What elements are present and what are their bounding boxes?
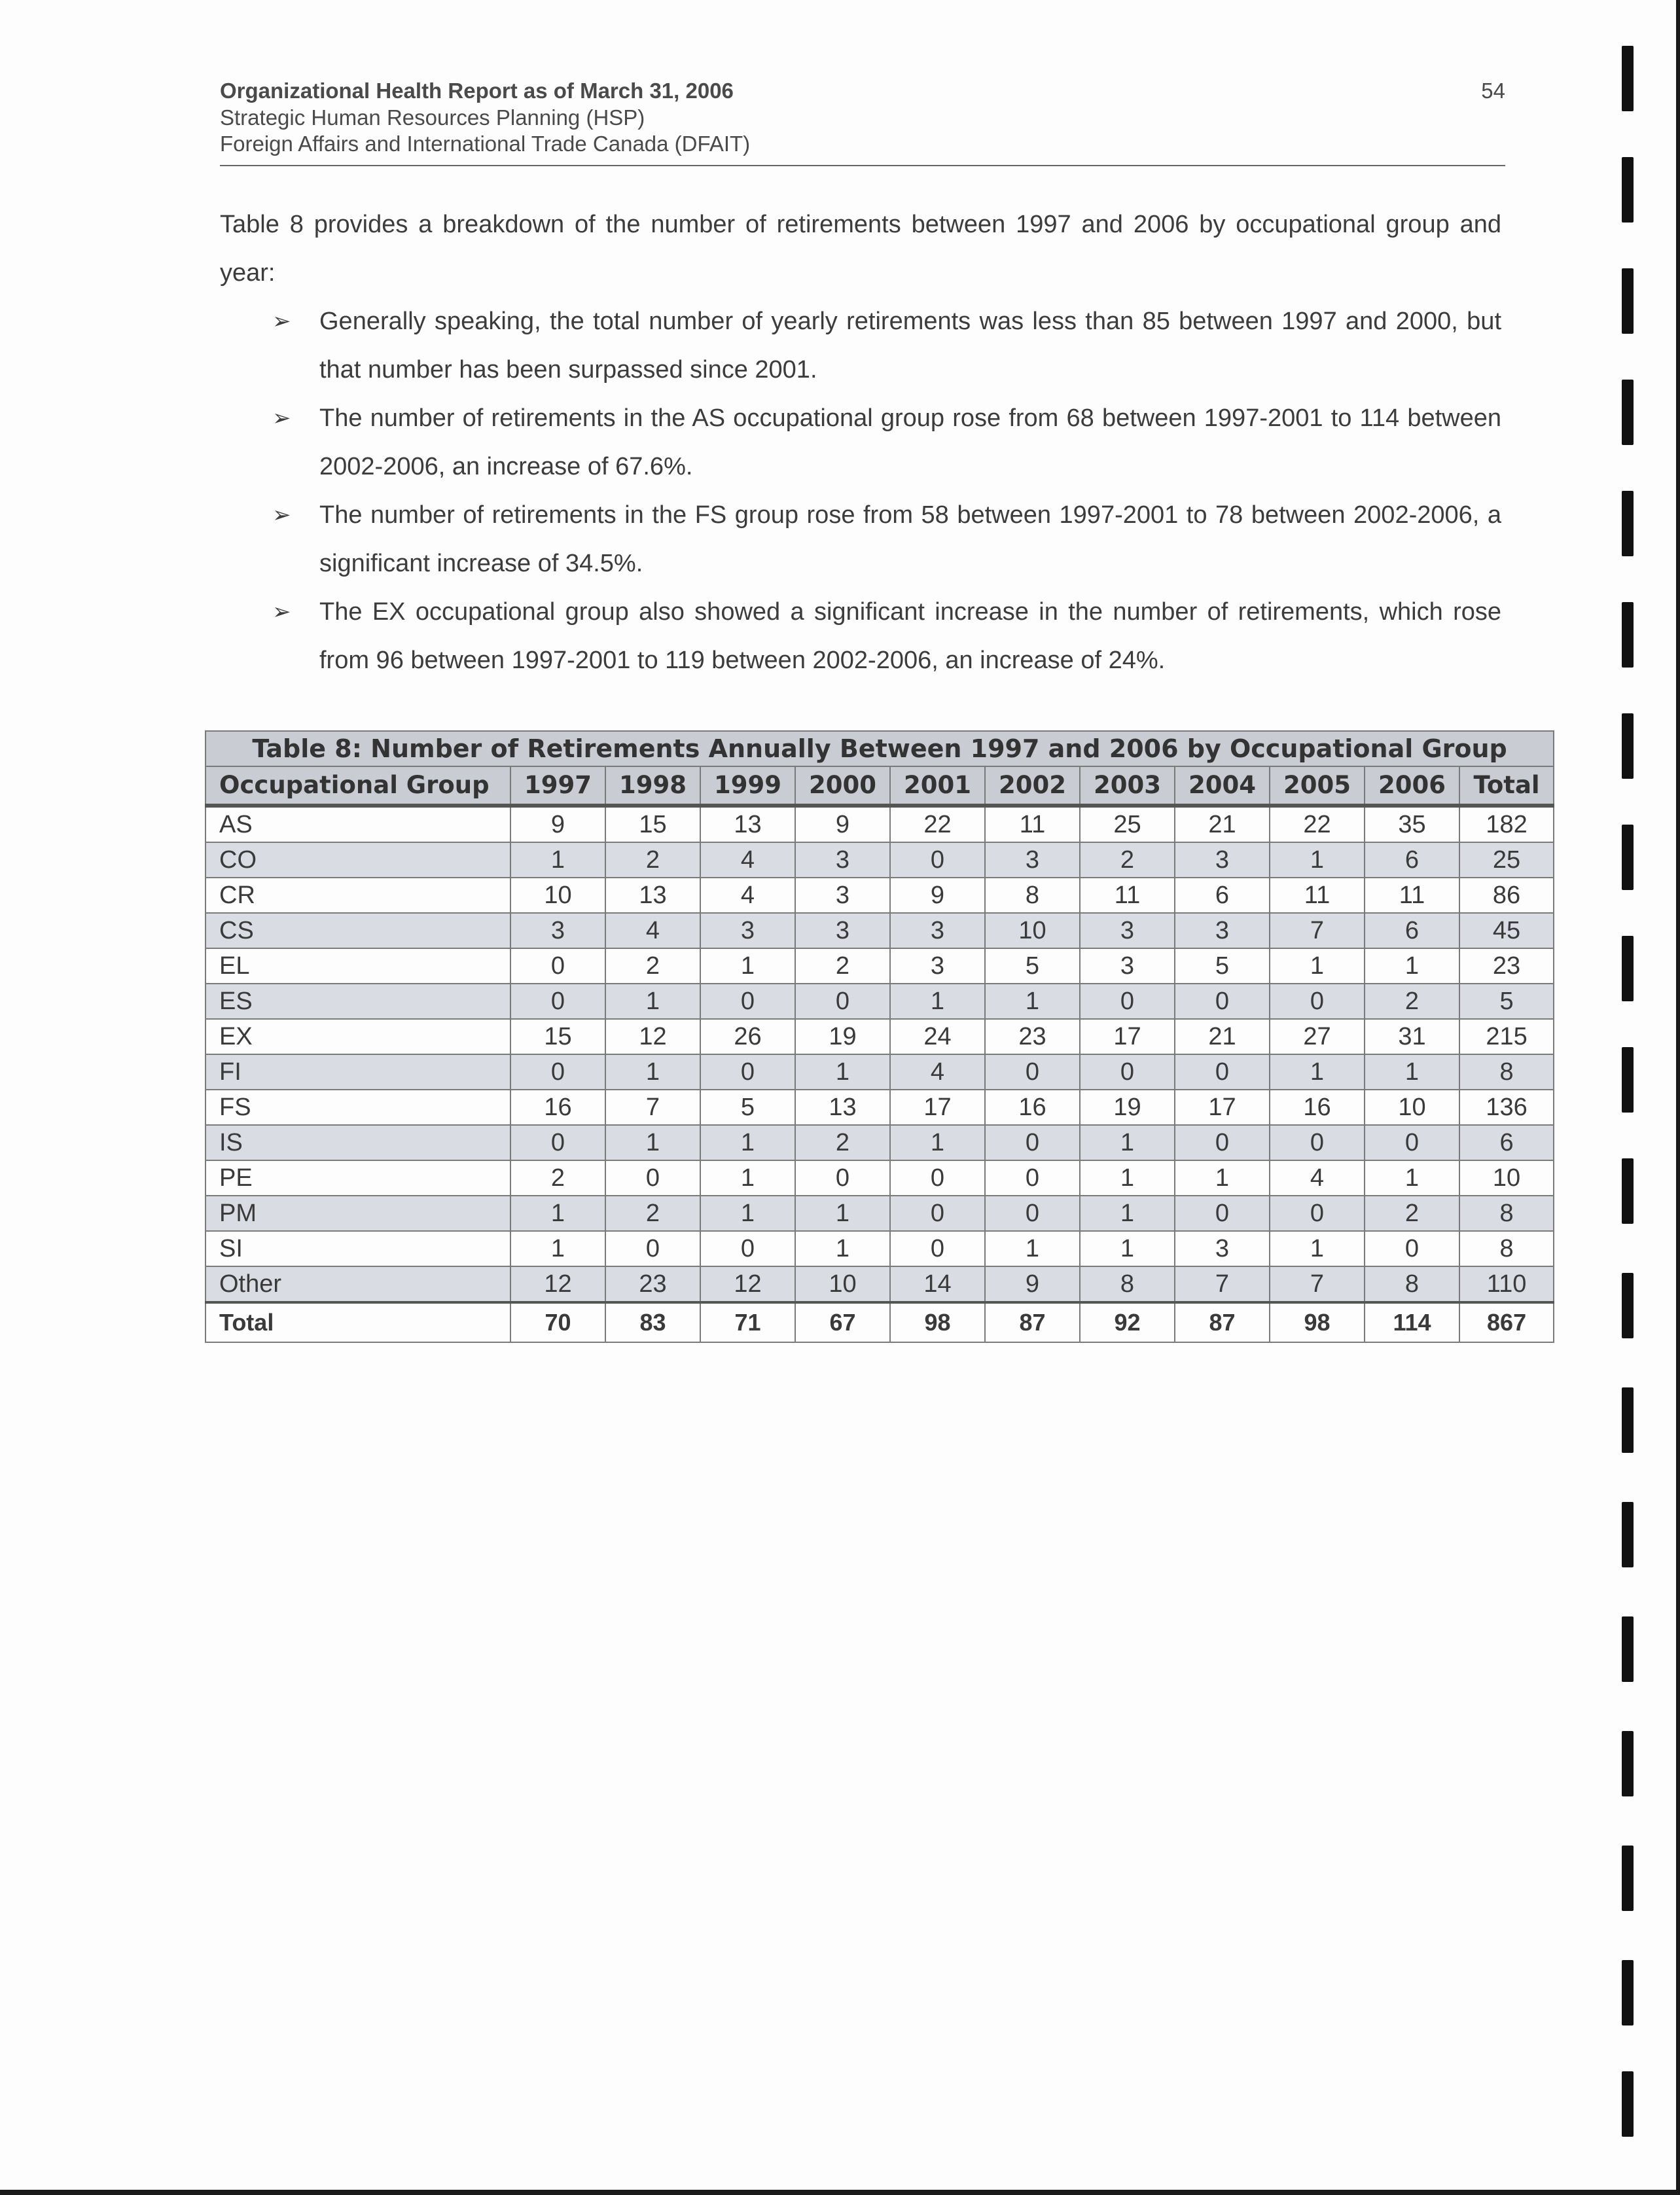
table-cell: 136: [1459, 1090, 1554, 1125]
table-cell: 6: [1365, 842, 1459, 878]
table-cell: 15: [510, 1019, 605, 1054]
binding-mark: [1622, 1158, 1634, 1224]
table-cell: 1: [510, 1196, 605, 1231]
table-cell: 0: [1175, 1196, 1270, 1231]
table-cell: 1: [890, 984, 985, 1019]
table-cell: 1: [1175, 1160, 1270, 1196]
table-header-row: [206, 766, 1554, 806]
row-label: IS: [206, 1125, 510, 1160]
table-cell: 8: [1459, 1196, 1554, 1231]
table-cell: 16: [510, 1090, 605, 1125]
table-cell: 1: [700, 948, 795, 984]
table-cell: 0: [1270, 1196, 1365, 1231]
table-cell: 0: [510, 1054, 605, 1090]
row-label: Other: [206, 1266, 510, 1302]
table-cell: 0: [700, 1054, 795, 1090]
row-label: CO: [206, 842, 510, 878]
column-header: 2004: [1175, 766, 1270, 806]
table-cell: 0: [510, 948, 605, 984]
table-cell: 10: [985, 913, 1080, 948]
arrow-bullet-icon: ➢: [272, 406, 291, 431]
binding-mark: [1622, 1502, 1634, 1567]
table-cell: 10: [1459, 1160, 1554, 1196]
column-header: 1997: [510, 766, 605, 806]
table-cell: 86: [1459, 878, 1554, 913]
binding-mark: [1622, 1047, 1634, 1113]
table-cell: 1: [1270, 1231, 1365, 1266]
table-cell: 0: [1175, 1054, 1270, 1090]
table-cell: 17: [1175, 1090, 1270, 1125]
total-cell: 98: [1270, 1302, 1365, 1342]
table-cell: 2: [795, 948, 890, 984]
table-cell: 2: [1080, 842, 1175, 878]
table-cell: 1: [795, 1231, 890, 1266]
page-number: 54: [1481, 79, 1505, 103]
table-cell: 0: [510, 1125, 605, 1160]
table-cell: 45: [1459, 913, 1554, 948]
table-cell: 4: [1270, 1160, 1365, 1196]
row-label: AS: [206, 806, 510, 842]
table-cell: 0: [1365, 1231, 1459, 1266]
table-cell: 4: [700, 842, 795, 878]
table-row: [206, 878, 1554, 913]
binding-mark: [1622, 46, 1634, 111]
binding-mark: [1622, 936, 1634, 1001]
table-cell: 0: [1175, 1125, 1270, 1160]
table-cell: 15: [605, 806, 700, 842]
column-header: 1998: [605, 766, 700, 806]
table-cell: 25: [1080, 806, 1175, 842]
table-row: [206, 913, 1554, 948]
table-cell: 2: [605, 1196, 700, 1231]
binding-mark: [1622, 157, 1634, 223]
bullet-text: Generally speaking, the total number of yearly retirements was less than 85 between 1997 and 2000, but that number has been surpassed since 2001.: [319, 308, 1501, 384]
table-cell: 9: [985, 1266, 1080, 1302]
table-cell: 3: [795, 842, 890, 878]
table-cell: 12: [510, 1266, 605, 1302]
table-cell: 7: [605, 1090, 700, 1125]
table-cell: 1: [1365, 948, 1459, 984]
table-cell: 8: [1080, 1266, 1175, 1302]
table-cell: 5: [1175, 948, 1270, 984]
table-cell: 11: [1270, 878, 1365, 913]
table-cell: 7: [1175, 1266, 1270, 1302]
table-cell: 23: [1459, 948, 1554, 984]
total-cell: 71: [700, 1302, 795, 1342]
table-cell: 1: [1080, 1196, 1175, 1231]
table-cell: 0: [1080, 1054, 1175, 1090]
table-cell: 11: [1080, 878, 1175, 913]
table-cell: 17: [890, 1090, 985, 1125]
total-row: [206, 1302, 1554, 1342]
table-cell: 9: [890, 878, 985, 913]
table-cell: 11: [985, 806, 1080, 842]
table-cell: 23: [605, 1266, 700, 1302]
table-cell: 0: [605, 1160, 700, 1196]
bullet-text: The number of retirements in the AS occupational group rose from 68 between 1997-2001 to 114 between 2002-2006, an increase of 67.6%.: [319, 404, 1501, 480]
binding-mark: [1622, 713, 1634, 779]
table-body: [206, 806, 1554, 1342]
table-cell: 1: [510, 842, 605, 878]
row-label: EL: [206, 948, 510, 984]
binding-mark: [1622, 491, 1634, 556]
column-header: 2002: [985, 766, 1080, 806]
table-cell: 4: [605, 913, 700, 948]
table-cell: 10: [795, 1266, 890, 1302]
header-rule: [220, 165, 1505, 166]
table-cell: 5: [1459, 984, 1554, 1019]
bullet-item: [220, 491, 1501, 588]
total-cell: 92: [1080, 1302, 1175, 1342]
table-cell: 1: [605, 1125, 700, 1160]
binding-mark: [1622, 1273, 1634, 1338]
table-cell: 21: [1175, 806, 1270, 842]
table-cell: 21: [1175, 1019, 1270, 1054]
table-cell: 0: [1270, 1125, 1365, 1160]
bullet-text: The number of retirements in the FS group rose from 58 between 1997-2001 to 78 between 2002-2006, a significant increase of 34.5%.: [319, 501, 1501, 577]
retirements-table-wrap: [205, 730, 1553, 1343]
table-cell: 3: [1175, 1231, 1270, 1266]
table-cell: 1: [1080, 1125, 1175, 1160]
row-label: SI: [206, 1231, 510, 1266]
table-cell: 10: [1365, 1090, 1459, 1125]
table-cell: 3: [795, 878, 890, 913]
table-cell: 12: [605, 1019, 700, 1054]
total-cell: 114: [1365, 1302, 1459, 1342]
table-cell: 5: [700, 1090, 795, 1125]
column-header: 2000: [795, 766, 890, 806]
table-cell: 3: [890, 913, 985, 948]
table-row: [206, 842, 1554, 878]
table-cell: 3: [985, 842, 1080, 878]
table-cell: 0: [700, 984, 795, 1019]
binding-mark: [1622, 1616, 1634, 1682]
table-cell: 7: [1270, 913, 1365, 948]
table-cell: 3: [1080, 948, 1175, 984]
table-cell: 13: [700, 806, 795, 842]
column-header: 2005: [1270, 766, 1365, 806]
table-cell: 1: [795, 1054, 890, 1090]
row-label: ES: [206, 984, 510, 1019]
binding-mark: [1622, 2071, 1634, 2137]
table-cell: 1: [605, 1054, 700, 1090]
arrow-bullet-icon: ➢: [272, 309, 291, 334]
table-cell: 0: [985, 1125, 1080, 1160]
table-cell: 3: [1080, 913, 1175, 948]
table-cell: 1: [1365, 1160, 1459, 1196]
table-cell: 11: [1365, 878, 1459, 913]
column-header: 1999: [700, 766, 795, 806]
table-cell: 13: [605, 878, 700, 913]
table-cell: 2: [1365, 984, 1459, 1019]
table-cell: 1: [890, 1125, 985, 1160]
table-cell: 1: [700, 1196, 795, 1231]
table-cell: 8: [985, 878, 1080, 913]
table-cell: 10: [510, 878, 605, 913]
table-cell: 9: [795, 806, 890, 842]
table-cell: 3: [1175, 842, 1270, 878]
report-title: Organizational Health Report as of March 31, 2006: [220, 79, 734, 103]
table-cell: 13: [795, 1090, 890, 1125]
table-cell: 16: [985, 1090, 1080, 1125]
column-header: 2006: [1365, 766, 1459, 806]
table-cell: 1: [1270, 948, 1365, 984]
table-cell: 24: [890, 1019, 985, 1054]
table-row: [206, 984, 1554, 1019]
table-cell: 9: [510, 806, 605, 842]
table-cell: 1: [985, 984, 1080, 1019]
total-cell: 83: [605, 1302, 700, 1342]
table-row: [206, 1054, 1554, 1090]
table-cell: 14: [890, 1266, 985, 1302]
table-cell: 12: [700, 1266, 795, 1302]
table-cell: 6: [1175, 878, 1270, 913]
table-cell: 1: [1365, 1054, 1459, 1090]
table-cell: 1: [1270, 842, 1365, 878]
table-cell: 4: [700, 878, 795, 913]
table-cell: 22: [1270, 806, 1365, 842]
table-cell: 0: [510, 984, 605, 1019]
table-cell: 25: [1459, 842, 1554, 878]
table-row: [206, 1125, 1554, 1160]
table-cell: 2: [605, 842, 700, 878]
table-cell: 1: [795, 1196, 890, 1231]
table-row: [206, 948, 1554, 984]
table-cell: 1: [605, 984, 700, 1019]
table-cell: 0: [890, 1160, 985, 1196]
row-label: FS: [206, 1090, 510, 1125]
table-cell: 0: [700, 1231, 795, 1266]
report-department: Foreign Affairs and International Trade Canada (DFAIT): [220, 132, 751, 156]
row-label: EX: [206, 1019, 510, 1054]
bullet-item: [220, 588, 1501, 685]
scan-edge-right: [1676, 0, 1680, 2195]
table-cell: 0: [985, 1196, 1080, 1231]
retirements-table: [205, 730, 1554, 1343]
table-cell: 27: [1270, 1019, 1365, 1054]
table-cell: 1: [700, 1160, 795, 1196]
table-cell: 6: [1365, 913, 1459, 948]
table-cell: 17: [1080, 1019, 1175, 1054]
table-cell: 1: [985, 1231, 1080, 1266]
binding-mark: [1622, 1387, 1634, 1453]
table-cell: 22: [890, 806, 985, 842]
table-cell: 26: [700, 1019, 795, 1054]
column-header-group: Occupational Group: [206, 766, 510, 806]
column-header: Total: [1459, 766, 1554, 806]
table-cell: 4: [890, 1054, 985, 1090]
table-cell: 2: [795, 1125, 890, 1160]
row-label: CS: [206, 913, 510, 948]
table-cell: 110: [1459, 1266, 1554, 1302]
table-row: [206, 1090, 1554, 1125]
row-label: PE: [206, 1160, 510, 1196]
table-cell: 215: [1459, 1019, 1554, 1054]
table-cell: 0: [795, 1160, 890, 1196]
table-cell: 0: [605, 1231, 700, 1266]
table-cell: 0: [985, 1160, 1080, 1196]
table-cell: 19: [795, 1019, 890, 1054]
table-cell: 8: [1459, 1054, 1554, 1090]
total-cell: 87: [1175, 1302, 1270, 1342]
table-cell: 0: [890, 1231, 985, 1266]
table-cell: 7: [1270, 1266, 1365, 1302]
table-cell: 2: [605, 948, 700, 984]
bullet-item: [220, 394, 1501, 491]
table-cell: 0: [890, 842, 985, 878]
table-cell: 8: [1365, 1266, 1459, 1302]
table-cell: 1: [1080, 1231, 1175, 1266]
total-cell: 70: [510, 1302, 605, 1342]
total-cell: 87: [985, 1302, 1080, 1342]
total-cell: 98: [890, 1302, 985, 1342]
table-cell: 0: [985, 1054, 1080, 1090]
arrow-bullet-icon: ➢: [272, 503, 291, 527]
table-cell: 3: [890, 948, 985, 984]
row-label: CR: [206, 878, 510, 913]
table-cell: 0: [1080, 984, 1175, 1019]
intro-paragraph: Table 8 provides a breakdown of the number of retirements between 1997 and 2006 by occupational group and year:: [220, 211, 1501, 287]
column-header: 2001: [890, 766, 985, 806]
table-cell: 2: [1365, 1196, 1459, 1231]
binding-mark: [1622, 602, 1634, 668]
table-cell: 3: [795, 913, 890, 948]
table-cell: 0: [1365, 1125, 1459, 1160]
table-cell: 23: [985, 1019, 1080, 1054]
table-cell: 0: [1175, 984, 1270, 1019]
table-cell: 3: [510, 913, 605, 948]
bullet-item: [220, 297, 1501, 394]
arrow-bullet-icon: ➢: [272, 599, 291, 624]
table-caption: Table 8: Number of Retirements Annually Between 1997 and 2006 by Occupational Group: [206, 731, 1554, 766]
bullet-text: The EX occupational group also showed a significant increase in the number of retirements, which rose from 96 between 1997-2001 to 119 between 2002-2006, an increase of 24%.: [319, 598, 1501, 674]
table-cell: 1: [510, 1231, 605, 1266]
binding-mark: [1622, 1960, 1634, 2025]
page-header: [220, 77, 1505, 157]
table-cell: 19: [1080, 1090, 1175, 1125]
table-cell: 3: [1175, 913, 1270, 948]
table-cell: 8: [1459, 1231, 1554, 1266]
table-cell: 16: [1270, 1090, 1365, 1125]
table-cell: 0: [890, 1196, 985, 1231]
table-row: [206, 1019, 1554, 1054]
total-cell: 67: [795, 1302, 890, 1342]
binding-mark: [1622, 1731, 1634, 1796]
table-row: [206, 1231, 1554, 1266]
binding-mark: [1622, 380, 1634, 445]
table-row: [206, 1266, 1554, 1302]
row-label: FI: [206, 1054, 510, 1090]
table-row: [206, 1196, 1554, 1231]
table-cell: 35: [1365, 806, 1459, 842]
scan-edge-bottom: [0, 2190, 1680, 2195]
table-cell: 1: [1270, 1054, 1365, 1090]
body-text: [220, 200, 1501, 685]
table-cell: 1: [700, 1125, 795, 1160]
table-cell: 6: [1459, 1125, 1554, 1160]
table-cell: 0: [795, 984, 890, 1019]
table-row: [206, 806, 1554, 842]
table-cell: 1: [1080, 1160, 1175, 1196]
table-cell: 2: [510, 1160, 605, 1196]
table-cell: 3: [700, 913, 795, 948]
table-cell: 182: [1459, 806, 1554, 842]
binding-mark: [1622, 1846, 1634, 1911]
report-division: Strategic Human Resources Planning (HSP): [220, 105, 645, 130]
table-cell: 5: [985, 948, 1080, 984]
bullet-list: [220, 297, 1501, 685]
binding-mark: [1622, 268, 1634, 334]
total-cell: 867: [1459, 1302, 1554, 1342]
column-header: 2003: [1080, 766, 1175, 806]
table-cell: 31: [1365, 1019, 1459, 1054]
table-row: [206, 1160, 1554, 1196]
row-label: PM: [206, 1196, 510, 1231]
table-cell: 0: [1270, 984, 1365, 1019]
binding-mark: [1622, 825, 1634, 890]
total-label: Total: [206, 1302, 510, 1342]
